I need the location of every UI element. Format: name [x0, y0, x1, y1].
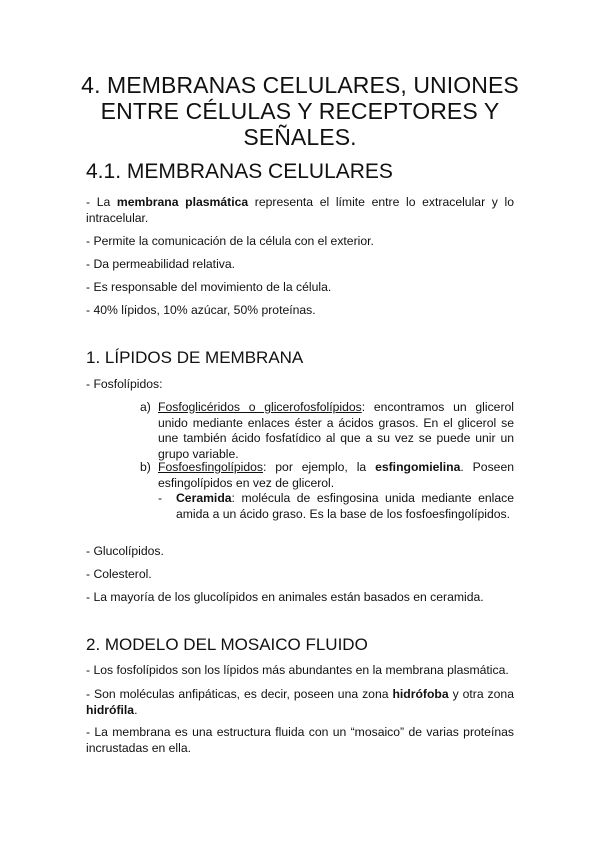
document-title: [70, 72, 530, 150]
sublist-item-ceramida: [176, 491, 514, 522]
item-text: : molécula de esfingosina unida mediante enlace amida a un ácido graso. Es la base de los fosfoesfingolípidos.: [176, 491, 514, 521]
section-heading-mosaico: 2. MODELO DEL MOSAICO FLUIDO: [86, 635, 368, 654]
list-item-fosfogliceridos: [158, 400, 514, 462]
underlined-term: Fosfoglicéridos o glicerofosfolípidos: [158, 400, 362, 414]
paragraph-glucolipidos: - Glucolípidos.: [86, 544, 164, 558]
item-text: . Poseen esfingolípidos en vez de glicerol.: [158, 460, 514, 490]
bold-term: esfingomielina: [375, 460, 461, 474]
list-marker-b: b): [140, 460, 151, 474]
item-text: : por ejemplo, la: [263, 460, 376, 474]
list-marker-a: a): [140, 400, 151, 414]
title-line-1: 4. MEMBRANAS CELULARES, UNIONES: [81, 72, 519, 98]
paragraph-movimiento: - Es responsable del movimiento de la célula.: [86, 280, 332, 294]
paragraph-colesterol: - Colesterol.: [86, 567, 152, 581]
bold-term: Ceramida: [176, 491, 232, 505]
paragraph-estructura-fluida: - La membrana es una estructura fluida con un “mosaico” de varias proteínas incrustadas en ella.: [86, 725, 514, 755]
bold-term: hidrófoba: [392, 687, 449, 701]
section-heading-membranas: 4.1. MEMBRANAS CELULARES: [86, 160, 393, 183]
section-heading-lipidos: 1. LÍPIDOS DE MEMBRANA: [86, 348, 304, 367]
item-text: : encontramos un glicerol unido mediante enlaces éster a ácidos grasos. En el glicerol se une también ácido fosfatídico al que a su vez se puede unir un grupo variable.: [158, 400, 514, 461]
underlined-term: Fosfoesfingolípidos: [158, 460, 264, 474]
text-part: y otra zona: [448, 687, 514, 701]
title-line-2: ENTRE CÉLULAS Y RECEPTORES Y: [100, 98, 500, 124]
title-line-3: SEÑALES.: [243, 124, 357, 150]
paragraph-fosfolipidos: - Fosfolípidos:: [86, 377, 163, 391]
paragraph-fosfolipidos-abundantes: - Los fosfolípidos son los lípidos más abundantes en la membrana plasmática.: [86, 663, 509, 677]
paragraph-permeabilidad: - Da permeabilidad relativa.: [86, 257, 236, 271]
paragraph-comunicacion: - Permite la comunicación de la célula con el exterior.: [86, 234, 374, 248]
paragraph-ceramida-animales: - La mayoría de los glucolípidos en animales están basados en ceramida.: [86, 590, 484, 604]
sublist-marker: -: [158, 491, 163, 505]
list-item-fosfoesfingolipidos: [158, 460, 514, 491]
paragraph-membrana-plasmatica: [86, 195, 514, 226]
paragraph-anfipaticas: [86, 687, 514, 718]
text-part: .: [134, 702, 138, 717]
paragraph-composicion: - 40% lípidos, 10% azúcar, 50% proteínas.: [86, 303, 316, 317]
text-prefix: - La: [86, 195, 117, 209]
bold-term: hidrófila: [86, 702, 135, 717]
text-rest: representa el límite entre lo extracelular y lo intracelular.: [86, 195, 514, 225]
text-part: - Son moléculas anfipáticas, es decir, poseen una zona: [86, 687, 393, 701]
bold-term: membrana plasmática: [116, 195, 249, 209]
